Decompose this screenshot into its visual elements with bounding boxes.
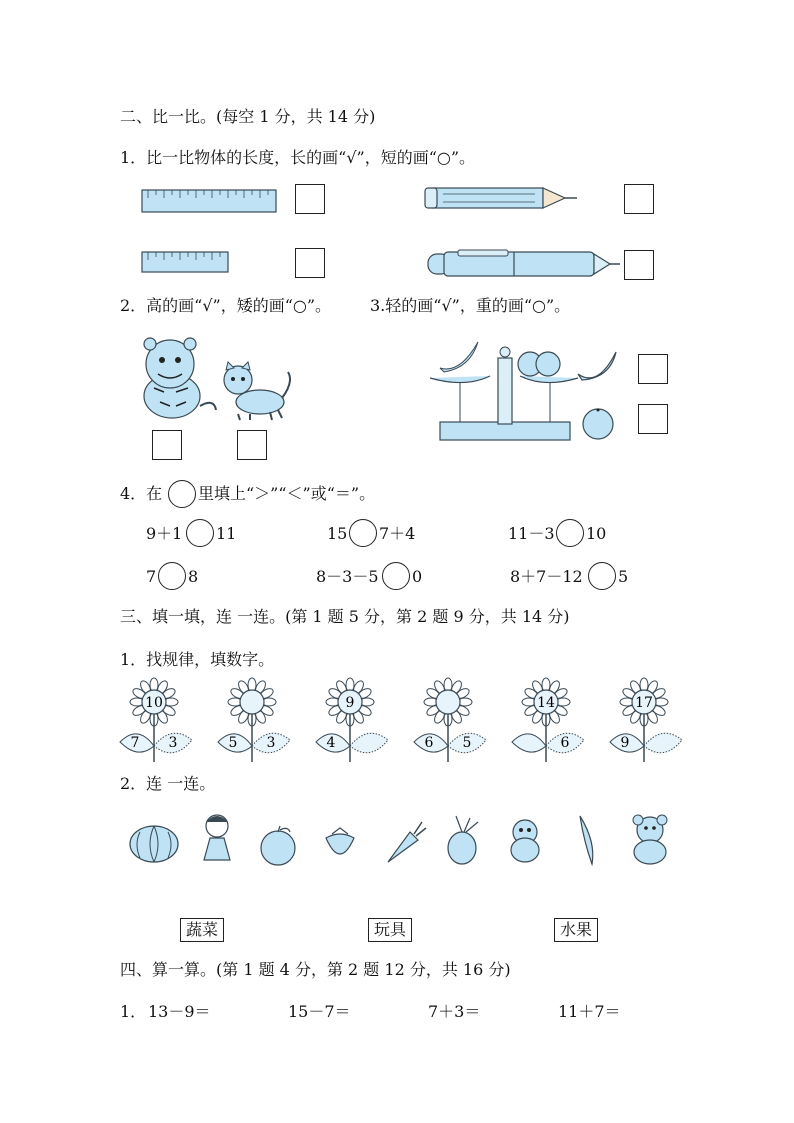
section-3-question-2: 2．连 一连。 <box>120 774 216 793</box>
pineapple-icon[interactable] <box>442 814 486 866</box>
question-3-text: 3.轻的画“√”，重的画“○”。 <box>370 296 571 315</box>
compare-circle[interactable] <box>588 562 616 590</box>
compare-circle[interactable] <box>186 519 214 547</box>
answer-box-orange[interactable] <box>638 404 668 434</box>
compare-right: 11 <box>216 524 237 543</box>
flower-top-number: 9 <box>345 695 355 711</box>
long-pen <box>428 248 628 282</box>
answer-box-tiger[interactable] <box>152 430 182 460</box>
compare-left: 8＋7－12 <box>510 567 583 586</box>
long-ruler <box>142 186 282 216</box>
flower-right-number: 3 <box>266 735 276 751</box>
section-4-question-1-label: 1． <box>120 1002 147 1021</box>
short-pencil <box>425 184 585 214</box>
answer-box-short-ruler[interactable] <box>295 248 325 278</box>
apple-icon[interactable] <box>258 824 298 866</box>
carrot-icon[interactable] <box>382 818 426 866</box>
compare-circle[interactable] <box>556 519 584 547</box>
compare-left: 11－3 <box>508 524 555 543</box>
question-4-suffix: 里填上“＞”“＜”或“＝”。 <box>198 484 376 503</box>
answer-box-long-ruler[interactable] <box>295 184 325 214</box>
compare-circle[interactable] <box>349 519 377 547</box>
balance-scale-illustration <box>430 338 580 442</box>
flower-left-number: 6 <box>424 735 434 751</box>
compare-left: 9＋1 <box>146 524 183 543</box>
cucumber-icon[interactable] <box>574 812 602 868</box>
sunflower <box>314 680 394 764</box>
sunflower <box>118 680 198 764</box>
flower-left-number: 4 <box>326 735 336 751</box>
answer-box-cat[interactable] <box>237 430 267 460</box>
toy-robot-icon[interactable] <box>504 816 546 864</box>
sunflower <box>510 680 590 764</box>
compare-left: 15 <box>327 524 348 543</box>
compare-right: 8 <box>188 567 199 586</box>
category-label-vegetable[interactable]: 蔬菜 <box>180 918 224 942</box>
pumpkin-icon[interactable] <box>128 820 180 864</box>
calc-item: 11＋7＝ <box>558 1002 621 1021</box>
flower-left-number: 5 <box>228 735 238 751</box>
compare-circle[interactable] <box>158 562 186 590</box>
flower-right-number: 3 <box>168 735 178 751</box>
sunflower <box>608 680 688 764</box>
compare-left: 7 <box>146 567 157 586</box>
tiger-illustration <box>130 336 220 420</box>
short-ruler <box>142 250 232 276</box>
question-2-text: 2．高的画“√”，矮的画“○”。 <box>120 296 332 315</box>
section-2-title: 二、比一比。(每空 1 分，共 14 分) <box>120 107 376 126</box>
compare-right: 10 <box>586 524 607 543</box>
flower-top-number: 17 <box>635 695 653 711</box>
compare-left: 8－3－5 <box>316 567 379 586</box>
question-1-text: 1．比一比物体的长度，长的画“√”，短的画“○”。 <box>120 148 476 167</box>
calc-item: 7＋3＝ <box>428 1002 481 1021</box>
compare-right: 7＋4 <box>379 524 416 543</box>
strawberry-icon[interactable] <box>322 826 358 866</box>
section-4-title: 四、算一算。(第 1 题 4 分，第 2 题 12 分，共 16 分) <box>120 960 511 979</box>
flower-right-number: 5 <box>462 735 472 751</box>
compare-circle[interactable] <box>382 562 410 590</box>
doll-icon[interactable] <box>196 812 238 864</box>
teddy-bear-icon[interactable] <box>624 812 678 866</box>
flower-left-number: 7 <box>130 735 140 751</box>
sunflower <box>216 680 296 764</box>
flower-right-number: 6 <box>560 735 570 751</box>
calc-item: 13－9＝ <box>148 1002 211 1021</box>
flower-top-number: 10 <box>145 695 163 711</box>
compare-right: 0 <box>412 567 423 586</box>
category-label-toy[interactable]: 玩具 <box>368 918 412 942</box>
orange-icon <box>580 404 616 440</box>
sunflower <box>412 680 492 764</box>
section-3-title: 三、填一填，连 一连。(第 1 题 5 分，第 2 题 9 分，共 14 分) <box>120 607 570 626</box>
compare-right: 5 <box>618 567 629 586</box>
sample-circle-icon <box>168 480 196 508</box>
cat-illustration <box>218 362 298 422</box>
flower-top-number: 14 <box>537 695 555 711</box>
section-3-question-1: 1．找规律，填数字。 <box>120 650 275 669</box>
flower-left-number: 9 <box>620 735 630 751</box>
banana-icon <box>576 348 620 388</box>
answer-box-short-pencil[interactable] <box>624 184 654 214</box>
category-label-fruit[interactable]: 水果 <box>554 918 598 942</box>
calc-item: 15－7＝ <box>288 1002 351 1021</box>
answer-box-long-pen[interactable] <box>624 250 654 280</box>
answer-box-banana[interactable] <box>638 354 668 384</box>
question-4-prefix: 4．在 <box>120 484 163 503</box>
